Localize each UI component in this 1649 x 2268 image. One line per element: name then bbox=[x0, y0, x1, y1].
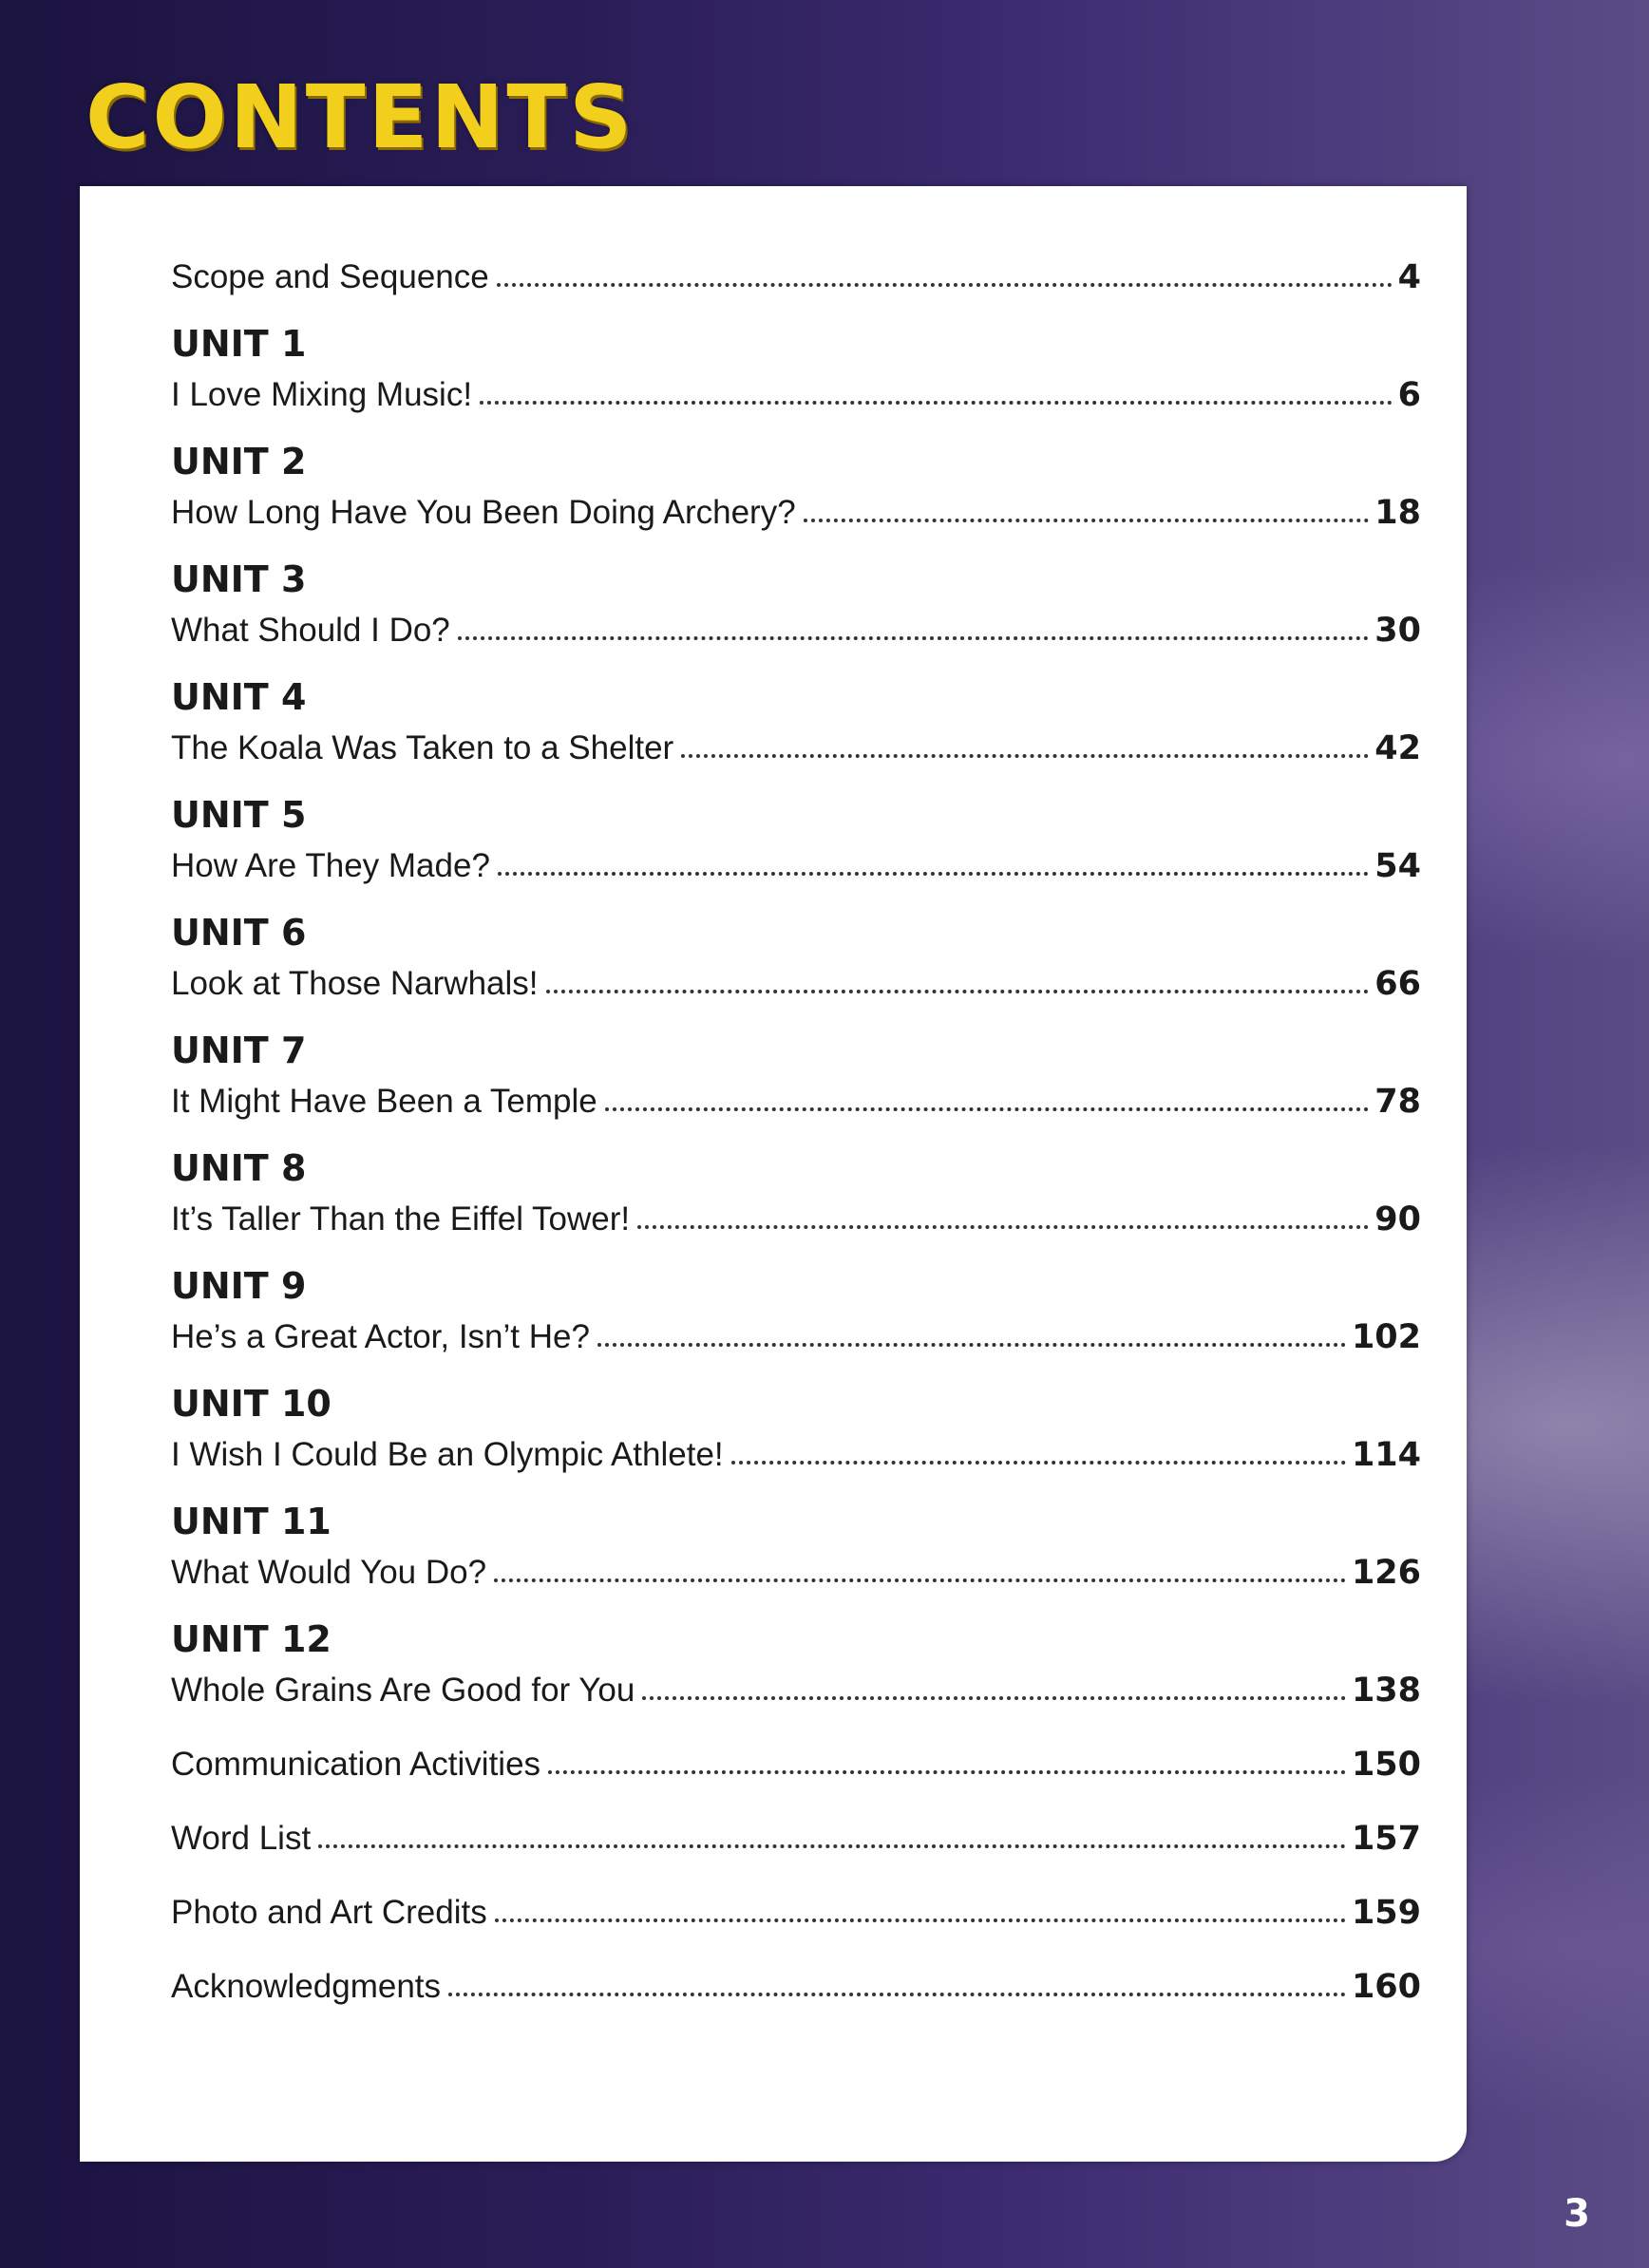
toc-title: Acknowledgments bbox=[171, 1968, 442, 2005]
toc-line bbox=[171, 720, 1421, 767]
toc-page: 150 bbox=[1351, 1746, 1421, 1784]
toc-title: It Might Have Been a Temple bbox=[171, 1083, 597, 1120]
toc-page: 138 bbox=[1351, 1672, 1421, 1710]
toc-line bbox=[171, 1958, 1421, 2006]
toc-title: He’s a Great Actor, Isn’t He? bbox=[171, 1318, 590, 1355]
toc-title: Communication Activities bbox=[171, 1746, 541, 1783]
toc-page: 90 bbox=[1374, 1200, 1421, 1238]
toc-title: What Should I Do? bbox=[171, 612, 450, 649]
dot-leader bbox=[597, 1343, 1346, 1347]
toc-title: I Wish I Could Be an Olympic Athlete! bbox=[171, 1436, 724, 1473]
dot-leader bbox=[458, 636, 1370, 640]
toc-title: The Koala Was Taken to a Shelter bbox=[171, 729, 674, 766]
unit-label: UNIT 9 bbox=[171, 1265, 307, 1307]
table-of-contents bbox=[171, 249, 1421, 2006]
toc-line bbox=[171, 1309, 1421, 1356]
toc-page: 18 bbox=[1374, 494, 1421, 532]
toc-title: How Long Have You Been Doing Archery? bbox=[171, 494, 796, 531]
dot-leader bbox=[548, 1770, 1346, 1774]
toc-page: 126 bbox=[1351, 1554, 1421, 1592]
toc-entry-unit-4[interactable] bbox=[171, 674, 1421, 767]
dot-leader bbox=[681, 754, 1369, 758]
toc-page: 4 bbox=[1397, 258, 1421, 296]
unit-label: UNIT 5 bbox=[171, 794, 307, 836]
dot-leader bbox=[497, 283, 1393, 287]
toc-page: 78 bbox=[1374, 1083, 1421, 1121]
toc-page: 42 bbox=[1374, 729, 1421, 767]
toc-title: What Would You Do? bbox=[171, 1554, 487, 1591]
toc-page: 160 bbox=[1351, 1968, 1421, 2006]
contents-panel bbox=[80, 186, 1467, 2162]
toc-line bbox=[171, 1427, 1421, 1474]
unit-label: UNIT 3 bbox=[171, 558, 307, 600]
toc-line bbox=[171, 838, 1421, 885]
toc-entry-unit-3[interactable] bbox=[171, 557, 1421, 650]
toc-entry-word-list[interactable] bbox=[171, 1810, 1421, 1858]
dot-leader bbox=[448, 1993, 1346, 1996]
toc-page: 30 bbox=[1374, 612, 1421, 650]
toc-line bbox=[171, 1662, 1421, 1710]
dot-leader bbox=[605, 1107, 1370, 1111]
toc-line bbox=[171, 484, 1421, 532]
toc-title: Scope and Sequence bbox=[171, 258, 489, 295]
unit-label: UNIT 4 bbox=[171, 676, 307, 718]
toc-line bbox=[171, 1736, 1421, 1784]
dot-leader bbox=[495, 1918, 1346, 1922]
dot-leader bbox=[637, 1225, 1369, 1229]
dot-leader bbox=[480, 401, 1393, 405]
unit-label: UNIT 8 bbox=[171, 1147, 307, 1189]
toc-line bbox=[171, 1073, 1421, 1121]
toc-title: I Love Mixing Music! bbox=[171, 376, 473, 413]
toc-line bbox=[171, 367, 1421, 414]
dot-leader bbox=[546, 990, 1370, 993]
toc-entry-unit-11[interactable] bbox=[171, 1499, 1421, 1592]
unit-label: UNIT 2 bbox=[171, 441, 307, 482]
toc-line bbox=[171, 602, 1421, 650]
toc-line bbox=[171, 1884, 1421, 1932]
page-title: CONTENTS bbox=[85, 66, 635, 168]
dot-leader bbox=[804, 519, 1370, 522]
toc-entry-unit-5[interactable] bbox=[171, 792, 1421, 885]
toc-line bbox=[171, 1191, 1421, 1238]
toc-entry-unit-6[interactable] bbox=[171, 910, 1421, 1003]
page-number: 3 bbox=[1564, 2192, 1590, 2236]
toc-entry-communication-activities[interactable] bbox=[171, 1736, 1421, 1784]
toc-page: 159 bbox=[1351, 1894, 1421, 1932]
dot-leader bbox=[642, 1696, 1346, 1700]
dot-leader bbox=[731, 1461, 1346, 1465]
toc-title: How Are They Made? bbox=[171, 847, 490, 884]
toc-entry-unit-10[interactable] bbox=[171, 1381, 1421, 1474]
toc-page: 66 bbox=[1374, 965, 1421, 1003]
toc-page: 157 bbox=[1351, 1820, 1421, 1858]
toc-title: Word List bbox=[171, 1820, 312, 1857]
unit-label: UNIT 6 bbox=[171, 912, 307, 954]
toc-title: Look at Those Narwhals! bbox=[171, 965, 539, 1002]
dot-leader bbox=[498, 872, 1369, 876]
toc-line bbox=[171, 955, 1421, 1003]
toc-title: It’s Taller Than the Eiffel Tower! bbox=[171, 1200, 631, 1238]
toc-line bbox=[171, 1810, 1421, 1858]
toc-title: Photo and Art Credits bbox=[171, 1894, 487, 1931]
toc-entry-photo-and-art-credits[interactable] bbox=[171, 1884, 1421, 1932]
toc-entry-unit-7[interactable] bbox=[171, 1028, 1421, 1121]
toc-entry-unit-1[interactable] bbox=[171, 321, 1421, 414]
unit-label: UNIT 1 bbox=[171, 323, 307, 365]
toc-entry-acknowledgments[interactable] bbox=[171, 1958, 1421, 2006]
toc-entry-unit-2[interactable] bbox=[171, 439, 1421, 532]
dot-leader bbox=[318, 1844, 1346, 1848]
unit-label: UNIT 12 bbox=[171, 1618, 332, 1660]
toc-line bbox=[171, 1544, 1421, 1592]
toc-entry-unit-12[interactable] bbox=[171, 1616, 1421, 1710]
toc-title: Whole Grains Are Good for You bbox=[171, 1672, 635, 1709]
toc-page: 6 bbox=[1397, 376, 1421, 414]
toc-entry-unit-8[interactable] bbox=[171, 1145, 1421, 1238]
toc-line bbox=[171, 249, 1421, 296]
unit-label: UNIT 11 bbox=[171, 1501, 332, 1542]
unit-label: UNIT 10 bbox=[171, 1383, 332, 1425]
unit-label: UNIT 7 bbox=[171, 1030, 307, 1071]
toc-page: 114 bbox=[1351, 1436, 1421, 1474]
toc-entry-unit-9[interactable] bbox=[171, 1263, 1421, 1356]
dot-leader bbox=[494, 1578, 1346, 1582]
toc-entry-scope[interactable] bbox=[171, 249, 1421, 296]
toc-page: 54 bbox=[1374, 847, 1421, 885]
toc-page: 102 bbox=[1351, 1318, 1421, 1356]
